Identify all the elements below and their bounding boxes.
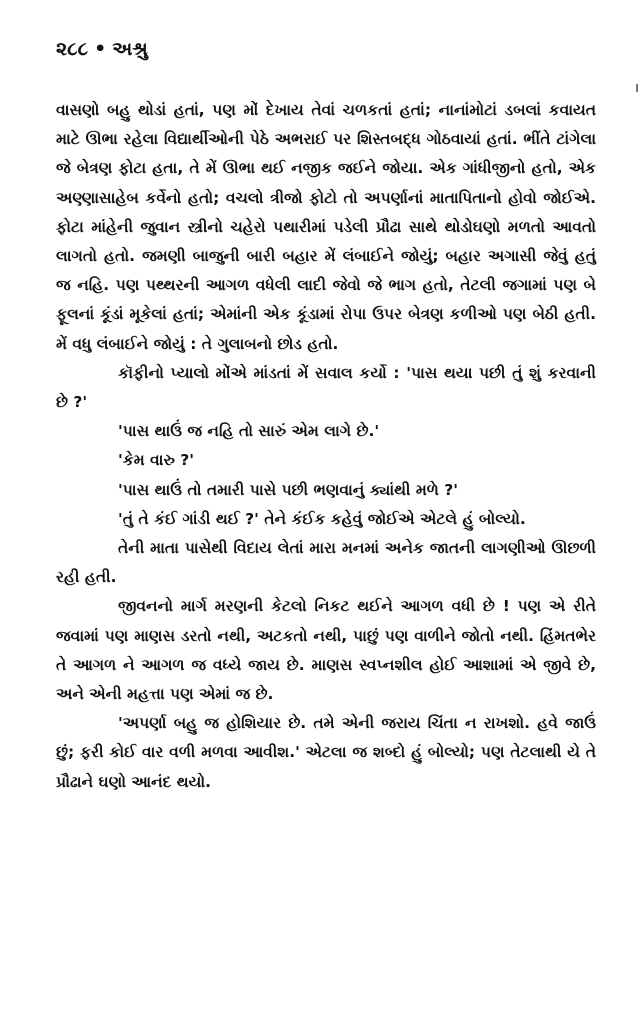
paragraph: જીવનનો માર્ગ મરણની કેટલો નિકટ થઈને આગળ વધી છે ! પણ એ રીતે જવામાં પણ માણસ ડરતો નથી, અટકતો નથી, પાછું પણ વાળીને જોતો નથી. હિંમતભેર તે આગળ ને આગળ જ વધ્યે જાય છે. માણસ સ્વપ્નશીલ હોઈ આશામાં એ જીવે છે, અને એની મહત્તા પણ એમાં જ છે. [56, 597, 596, 704]
header-separator: • [94, 38, 107, 60]
paragraph: વાસણો બહુ થોડાં હતાં, પણ મોં દેખાય તેવાં ચળકતાં હતાં; નાનાંમોટાં ડબલાં કવાયત માટે ઊભા રહેલા વિદ્યાર્થીઓની પેઠે અભરાઈ પર શિસ્તબદ્ધ ગોઠવાયાં હતાં. ભીંતે ટાંગેલા જે બેત્રણ ફોટા હતા, તે મેં ઊભા થઈ નજીક જઈને જોયા. એક ગાંધીજીનો હતો, એક અણ્ણાસાહેબ કર્વેનો હતો; વચલો ત્રીજો ફોટો તો અપર્ણાનાં માતાપિતાનો હોવો જોઈએ. ફોટા માંહેની જુવાન સ્ત્રીનો ચહેરો પથારીમાં પડેલી પ્રૌઢા સાથે થોડોઘણો મળતો આવતો લાગતો હતો. જમણી બાજુની બારી બહાર મેં લંબાઈને જોયું; બહાર અગાસી જેવું હતું જ નહિ. પણ પથ્થરની આગળ વધેલી લાદી જેવો જે ભાગ હતો, તેટલી જગામાં પણ બે ફૂલનાં કૂંડાં મૂકેલાં હતાં; એમાંની એક કૂંડામાં રોપા ઉપર બેત્રણ કળીઓ પણ બેઠી હતી. મેં વધુ લંબાઈને જોયું : તે ગુલાબનો છોડ હતો. [56, 101, 596, 353]
paragraph: કૉફીનો પ્યાલો મોંએ માંડતાં મેં સવાલ કર્યો : 'પાસ થયા પછી તું શું કરવાની છે ?' [56, 363, 596, 412]
dialogue-line: 'કેમ વારુ ?' [118, 451, 194, 470]
dialogue-line: 'પાસ થાઉં તો તમારી પાસે પછી ભણવાનું ક્યાંથી મળે ?' [118, 480, 459, 499]
dialogue-line: 'પાસ થાઉં જ નહિ તો સારું એમ લાગે છે.' [118, 422, 380, 441]
running-header [56, 38, 148, 60]
page-number: ૨૮૮ [56, 38, 89, 60]
body-text [56, 96, 596, 797]
page-edge-mark [636, 84, 638, 92]
paragraph: 'અપર્ણા બહુ જ હોશિયાર છે. તમે એની જરાય ચિંતા ન રાખશો. હવે જાઉં છું; ફરી કોઈ વાર વળી મળવા આવીશ.' એટલા જ શબ્દો હું બોલ્યો; પણ તેટલાથી યે તે પ્રૌઢાને ઘણો આનંદ થયો. [56, 714, 596, 791]
dialogue-line: 'તું તે કંઈ ગાંડી થઈ ?' તેને કંઈક કહેવું જોઈએ એટલે હું બોલ્યો. [118, 509, 526, 528]
paragraph: તેની માતા પાસેથી વિદાય લેતાં મારા મનમાં અનેક જાતની લાગણીઓ ઊછળી રહી હતી. [56, 539, 596, 587]
book-title: અશ્રુ [112, 38, 148, 60]
